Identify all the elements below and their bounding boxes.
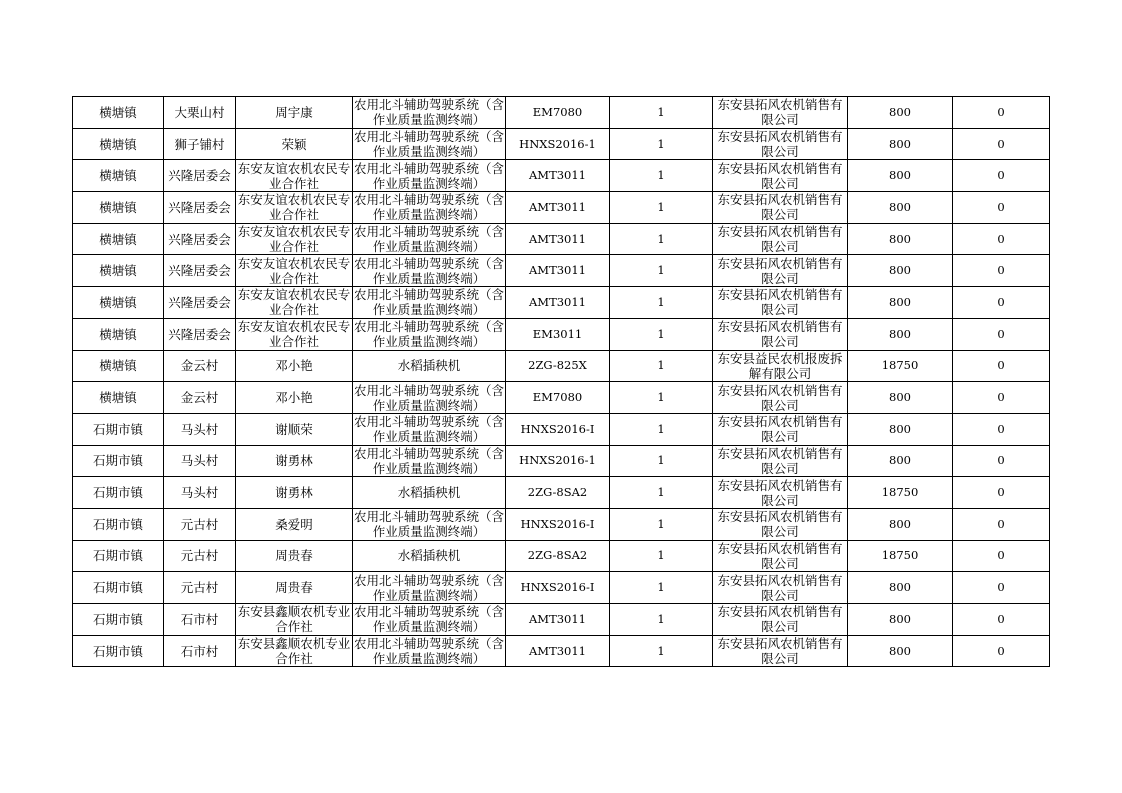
cell-other: 0	[953, 287, 1050, 319]
cell-item: 农用北斗辅助驾驶系统（含作业质量监测终端）	[354, 414, 505, 445]
cell-item: 水稻插秧机	[353, 350, 506, 382]
cell-amount: 800	[848, 413, 953, 445]
cell-other: 0	[953, 477, 1050, 509]
cell-town: 横塘镇	[73, 318, 164, 350]
cell-town: 横塘镇	[73, 223, 164, 255]
cell-village: 马头村	[164, 477, 236, 509]
table-row	[73, 97, 1050, 129]
cell-town: 石期市镇	[73, 604, 164, 636]
cell-other: 0	[953, 635, 1050, 667]
cell-quantity: 1	[610, 508, 713, 540]
subsidy-table	[72, 96, 1050, 667]
table-row	[73, 255, 1050, 287]
cell-model: AMT3011	[506, 160, 610, 192]
cell-village: 马头村	[164, 445, 236, 477]
cell-model: HNXS2016-I	[506, 572, 610, 604]
cell-amount: 800	[848, 287, 953, 319]
cell-buyer: 谢勇林	[236, 445, 353, 477]
cell-village: 兴隆居委会	[164, 160, 236, 192]
cell-quantity: 1	[610, 382, 713, 414]
cell-village: 元古村	[164, 540, 236, 572]
cell-item: 水稻插秧机	[353, 540, 506, 572]
table-row	[73, 160, 1050, 192]
cell-buyer: 邓小艳	[236, 350, 353, 382]
cell-amount: 800	[848, 635, 953, 667]
cell-village: 大栗山村	[164, 97, 236, 129]
cell-dealer: 东安县拓风农机销售有限公司	[713, 160, 848, 192]
cell-other: 0	[953, 382, 1050, 414]
cell-buyer: 东安友谊农机农民专业合作社	[236, 255, 353, 287]
cell-dealer: 东安县拓风农机销售有限公司	[713, 255, 848, 287]
cell-village: 元古村	[164, 508, 236, 540]
table-row	[73, 382, 1050, 414]
cell-town: 石期市镇	[73, 572, 164, 604]
cell-amount: 800	[848, 508, 953, 540]
cell-town: 横塘镇	[73, 192, 164, 224]
cell-model: AMT3011	[506, 604, 610, 636]
cell-village: 兴隆居委会	[164, 192, 236, 224]
cell-amount: 18750	[848, 540, 953, 572]
cell-amount: 800	[848, 223, 953, 255]
cell-buyer: 东安县鑫顺农机专业合作社	[236, 635, 353, 667]
cell-model: 2ZG-8SA2	[506, 477, 610, 509]
cell-item: 农用北斗辅助驾驶系统（含作业质量监测终端）	[354, 160, 505, 191]
cell-quantity: 1	[610, 128, 713, 160]
cell-dealer: 东安县拓风农机销售有限公司	[713, 318, 848, 350]
cell-item: 农用北斗辅助驾驶系统（含作业质量监测终端）	[354, 636, 505, 667]
cell-quantity: 1	[610, 192, 713, 224]
cell-town: 横塘镇	[73, 287, 164, 319]
cell-quantity: 1	[610, 160, 713, 192]
cell-other: 0	[953, 192, 1050, 224]
cell-buyer: 谢勇林	[236, 477, 353, 509]
cell-village: 元古村	[164, 572, 236, 604]
cell-other: 0	[953, 128, 1050, 160]
cell-item: 农用北斗辅助驾驶系统（含作业质量监测终端）	[354, 604, 505, 635]
table-row	[73, 635, 1050, 667]
cell-model: EM3011	[506, 318, 610, 350]
cell-dealer: 东安县拓风农机销售有限公司	[713, 128, 848, 160]
table-body	[73, 97, 1050, 667]
cell-other: 0	[953, 350, 1050, 382]
cell-model: AMT3011	[506, 287, 610, 319]
cell-village: 兴隆居委会	[164, 318, 236, 350]
cell-quantity: 1	[610, 604, 713, 636]
cell-model: AMT3011	[506, 223, 610, 255]
cell-dealer: 东安县拓风农机销售有限公司	[713, 413, 848, 445]
table-row	[73, 572, 1050, 604]
cell-buyer: 桑爱明	[236, 508, 353, 540]
cell-town: 横塘镇	[73, 97, 164, 129]
cell-model: HNXS2016-1	[506, 128, 610, 160]
cell-amount: 800	[848, 255, 953, 287]
cell-quantity: 1	[610, 350, 713, 382]
cell-dealer: 东安县拓风农机销售有限公司	[713, 382, 848, 414]
cell-quantity: 1	[610, 318, 713, 350]
cell-buyer: 周贵春	[236, 572, 353, 604]
cell-dealer: 东安县拓风农机销售有限公司	[713, 445, 848, 477]
cell-buyer: 周宇康	[236, 97, 353, 129]
table-row	[73, 350, 1050, 382]
cell-model: AMT3011	[506, 255, 610, 287]
cell-amount: 800	[848, 318, 953, 350]
cell-quantity: 1	[610, 413, 713, 445]
cell-town: 横塘镇	[73, 382, 164, 414]
cell-quantity: 1	[610, 223, 713, 255]
cell-village: 石市村	[164, 604, 236, 636]
cell-model: EM7080	[506, 97, 610, 129]
cell-buyer: 东安友谊农机农民专业合作社	[236, 223, 353, 255]
cell-amount: 800	[848, 604, 953, 636]
cell-other: 0	[953, 413, 1050, 445]
cell-dealer: 东安县拓风农机销售有限公司	[713, 97, 848, 129]
cell-village: 石市村	[164, 635, 236, 667]
cell-dealer: 东安县拓风农机销售有限公司	[713, 477, 848, 509]
cell-quantity: 1	[610, 635, 713, 667]
cell-buyer: 东安友谊农机农民专业合作社	[236, 318, 353, 350]
cell-dealer: 东安县拓风农机销售有限公司	[713, 540, 848, 572]
cell-other: 0	[953, 97, 1050, 129]
cell-town: 横塘镇	[73, 255, 164, 287]
table-row	[73, 508, 1050, 540]
cell-town: 横塘镇	[73, 350, 164, 382]
table-row	[73, 445, 1050, 477]
cell-model: HNXS2016-I	[506, 413, 610, 445]
cell-village: 金云村	[164, 350, 236, 382]
cell-village: 马头村	[164, 413, 236, 445]
table-row	[73, 477, 1050, 509]
table-row	[73, 318, 1050, 350]
cell-dealer: 东安县拓风农机销售有限公司	[713, 572, 848, 604]
cell-buyer: 荣颖	[236, 128, 353, 160]
cell-buyer: 周贵春	[236, 540, 353, 572]
cell-buyer: 东安县鑫顺农机专业合作社	[236, 604, 353, 636]
cell-amount: 18750	[848, 350, 953, 382]
cell-model: AMT3011	[506, 635, 610, 667]
cell-town: 石期市镇	[73, 635, 164, 667]
table-row	[73, 287, 1050, 319]
cell-item: 农用北斗辅助驾驶系统（含作业质量监测终端）	[354, 382, 505, 413]
cell-dealer: 东安县拓风农机销售有限公司	[713, 192, 848, 224]
cell-model: EM7080	[506, 382, 610, 414]
cell-town: 石期市镇	[73, 508, 164, 540]
cell-item: 农用北斗辅助驾驶系统（含作业质量监测终端）	[354, 255, 505, 286]
cell-other: 0	[953, 318, 1050, 350]
cell-other: 0	[953, 572, 1050, 604]
cell-quantity: 1	[610, 540, 713, 572]
cell-item: 农用北斗辅助驾驶系统（含作业质量监测终端）	[354, 129, 505, 160]
cell-other: 0	[953, 160, 1050, 192]
cell-dealer: 东安县拓风农机销售有限公司	[713, 604, 848, 636]
cell-quantity: 1	[610, 97, 713, 129]
cell-quantity: 1	[610, 287, 713, 319]
cell-amount: 800	[848, 128, 953, 160]
cell-model: HNXS2016-1	[506, 445, 610, 477]
cell-amount: 18750	[848, 477, 953, 509]
cell-village: 兴隆居委会	[164, 255, 236, 287]
cell-quantity: 1	[610, 572, 713, 604]
cell-other: 0	[953, 508, 1050, 540]
cell-village: 兴隆居委会	[164, 287, 236, 319]
cell-item: 农用北斗辅助驾驶系统（含作业质量监测终端）	[354, 287, 505, 318]
cell-amount: 800	[848, 445, 953, 477]
cell-quantity: 1	[610, 255, 713, 287]
cell-dealer: 东安县拓风农机销售有限公司	[713, 287, 848, 319]
cell-item: 水稻插秧机	[353, 477, 506, 509]
cell-other: 0	[953, 445, 1050, 477]
cell-item: 农用北斗辅助驾驶系统（含作业质量监测终端）	[354, 319, 505, 350]
cell-village: 兴隆居委会	[164, 223, 236, 255]
cell-town: 石期市镇	[73, 477, 164, 509]
cell-buyer: 东安友谊农机农民专业合作社	[236, 287, 353, 319]
cell-model: AMT3011	[506, 192, 610, 224]
cell-buyer: 东安友谊农机农民专业合作社	[236, 160, 353, 192]
cell-amount: 800	[848, 192, 953, 224]
cell-amount: 800	[848, 160, 953, 192]
cell-model: 2ZG-825X	[506, 350, 610, 382]
cell-dealer: 东安县拓风农机销售有限公司	[713, 635, 848, 667]
table-row	[73, 540, 1050, 572]
cell-amount: 800	[848, 97, 953, 129]
cell-dealer: 东安县拓风农机销售有限公司	[713, 223, 848, 255]
table-row	[73, 192, 1050, 224]
cell-town: 石期市镇	[73, 445, 164, 477]
cell-item: 农用北斗辅助驾驶系统（含作业质量监测终端）	[354, 445, 505, 476]
cell-item: 农用北斗辅助驾驶系统（含作业质量监测终端）	[354, 192, 505, 223]
cell-item: 农用北斗辅助驾驶系统（含作业质量监测终端）	[354, 509, 505, 540]
cell-item: 农用北斗辅助驾驶系统（含作业质量监测终端）	[354, 97, 505, 128]
cell-other: 0	[953, 604, 1050, 636]
cell-buyer: 东安友谊农机农民专业合作社	[236, 192, 353, 224]
table-row	[73, 413, 1050, 445]
cell-amount: 800	[848, 572, 953, 604]
cell-buyer: 邓小艳	[236, 382, 353, 414]
cell-village: 金云村	[164, 382, 236, 414]
cell-amount: 800	[848, 382, 953, 414]
cell-village: 狮子铺村	[164, 128, 236, 160]
table-row	[73, 223, 1050, 255]
cell-town: 横塘镇	[73, 128, 164, 160]
cell-other: 0	[953, 223, 1050, 255]
cell-buyer: 谢顺荣	[236, 413, 353, 445]
cell-item: 农用北斗辅助驾驶系统（含作业质量监测终端）	[354, 572, 505, 603]
cell-dealer: 东安县拓风农机销售有限公司	[713, 508, 848, 540]
cell-other: 0	[953, 255, 1050, 287]
cell-town: 石期市镇	[73, 540, 164, 572]
cell-dealer: 东安县益民农机报废拆解有限公司	[713, 350, 848, 382]
cell-other: 0	[953, 540, 1050, 572]
table-row	[73, 128, 1050, 160]
cell-town: 石期市镇	[73, 413, 164, 445]
table-row	[73, 604, 1050, 636]
cell-quantity: 1	[610, 477, 713, 509]
cell-model: 2ZG-8SA2	[506, 540, 610, 572]
cell-model: HNXS2016-I	[506, 508, 610, 540]
cell-quantity: 1	[610, 445, 713, 477]
cell-town: 横塘镇	[73, 160, 164, 192]
cell-item: 农用北斗辅助驾驶系统（含作业质量监测终端）	[354, 224, 505, 255]
